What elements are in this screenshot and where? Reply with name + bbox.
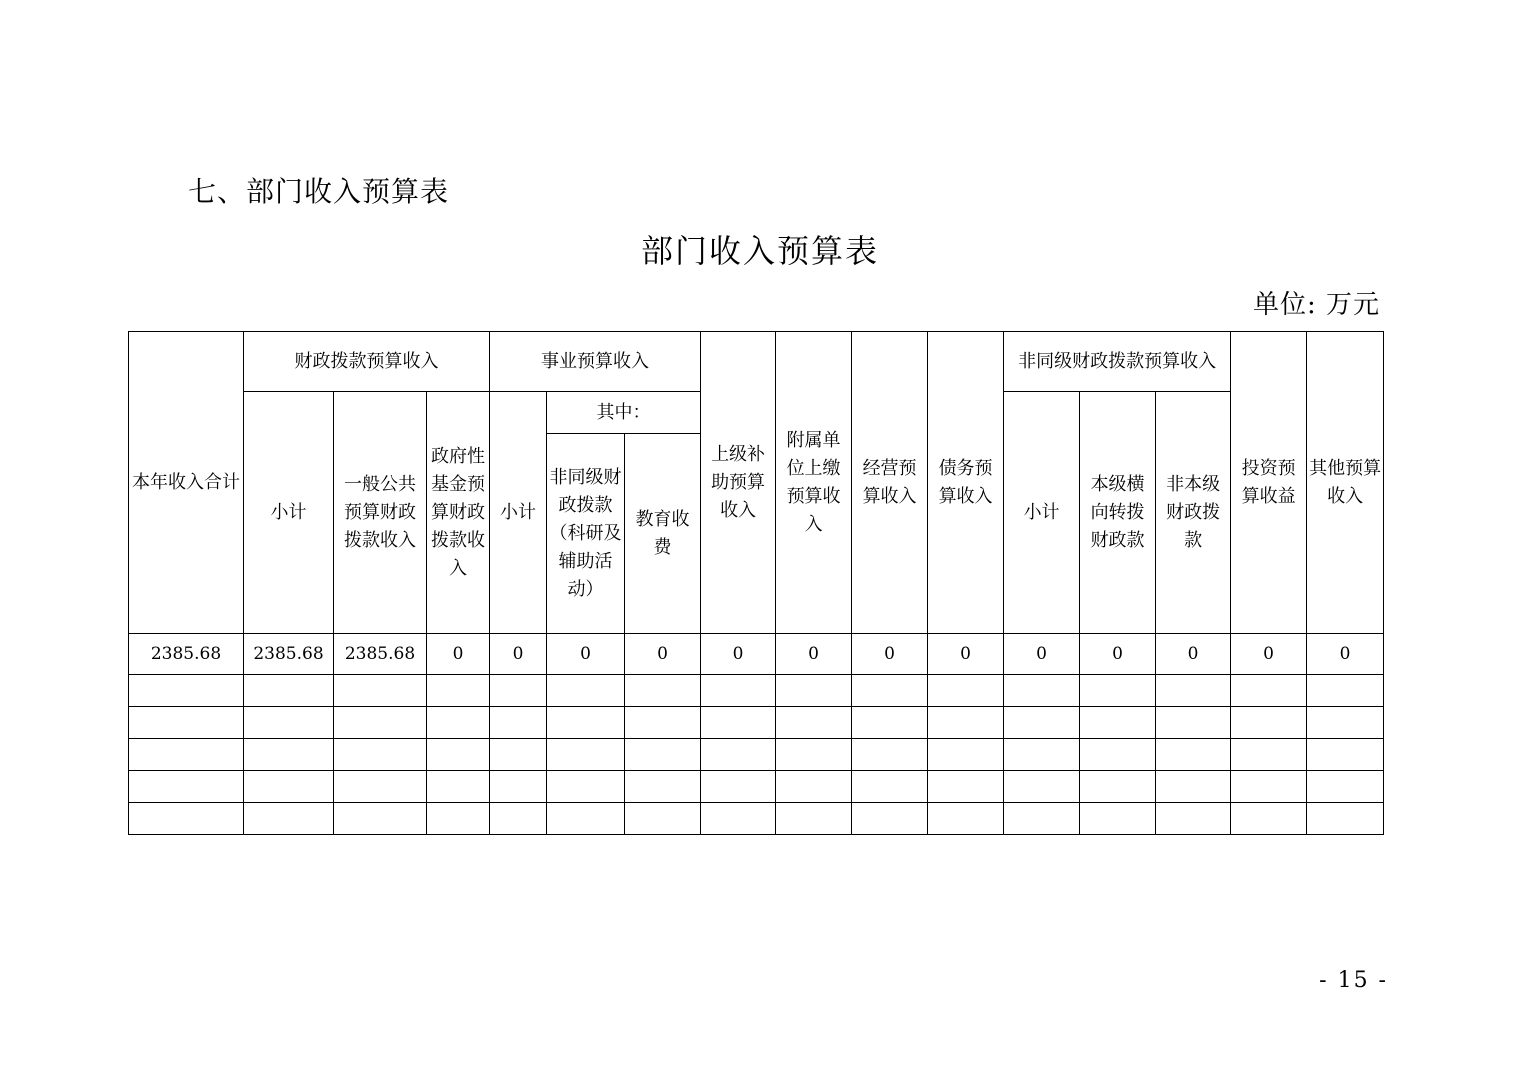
table-cell [928,771,1004,803]
header-nonsame-nonlocal: 非本级财政拨款 [1156,392,1231,634]
table-cell [701,803,776,835]
table-cell [1307,771,1384,803]
header-affiliated-payment: 附属单位上缴预算收入 [776,332,852,634]
table-cell: 0 [1004,634,1080,675]
table-cell [1307,739,1384,771]
table-cell [701,675,776,707]
header-investment: 投资预算收益 [1231,332,1307,634]
table-cell [928,707,1004,739]
table-cell [1231,675,1307,707]
table-cell [701,739,776,771]
table-cell [129,771,244,803]
table-cell [547,707,625,739]
table-cell [490,707,547,739]
table-cell: 2385.68 [244,634,334,675]
page-number: - 15 - [1319,968,1388,993]
table-cell [334,771,427,803]
table-cell [244,739,334,771]
header-total: 本年收入合计 [129,332,244,634]
table-cell [427,707,490,739]
table-cell [625,739,701,771]
table-cell [1004,675,1080,707]
table-row [129,739,1384,771]
table-cell [244,771,334,803]
table-cell: 0 [701,634,776,675]
header-career-group: 事业预算收入 [490,332,701,392]
header-other: 其他预算收入 [1307,332,1384,634]
table-cell [776,675,852,707]
section-title: 七、部门收入预算表 [188,175,450,208]
table-cell [1080,739,1156,771]
header-superior-subsidy: 上级补助预算收入 [701,332,776,634]
table-row [129,675,1384,707]
table-cell [1307,803,1384,835]
table-cell [852,803,928,835]
header-operating: 经营预算收入 [852,332,928,634]
table-cell [852,675,928,707]
header-nonsame-subtotal: 小计 [1004,392,1080,634]
table-cell [427,739,490,771]
table-cell [1004,739,1080,771]
table-row [129,634,1384,675]
table-cell [547,739,625,771]
table-cell [1080,675,1156,707]
header-fiscal-subtotal: 小计 [244,392,334,634]
table-cell [852,771,928,803]
table-cell [928,675,1004,707]
table-cell: 0 [625,634,701,675]
table-cell [490,803,547,835]
table-cell [1004,771,1080,803]
table-cell [490,771,547,803]
table-cell: 0 [852,634,928,675]
table-cell [701,771,776,803]
table-row [129,707,1384,739]
header-nonsame-group: 非同级财政拨款预算收入 [1004,332,1231,392]
table-cell [1231,707,1307,739]
table-cell [776,739,852,771]
table-cell [1080,707,1156,739]
table-cell [334,675,427,707]
table-cell [1307,675,1384,707]
table-cell [1231,771,1307,803]
table-cell [625,771,701,803]
table-cell: 0 [547,634,625,675]
table-cell [625,803,701,835]
table-cell [1080,771,1156,803]
table-cell [427,675,490,707]
table-cell: 0 [1307,634,1384,675]
table-cell [490,739,547,771]
table-cell [776,771,852,803]
table-cell: 0 [1156,634,1231,675]
table-cell [1156,803,1231,835]
table-cell [928,803,1004,835]
table-cell: 2385.68 [129,634,244,675]
table-cell [1004,803,1080,835]
header-career-of-which: 其中： [547,392,701,434]
table-cell [1156,675,1231,707]
table-cell [1307,707,1384,739]
table-cell [547,803,625,835]
table-cell [852,739,928,771]
table-row [129,771,1384,803]
header-career-education-fee: 教育收费 [625,434,701,634]
table-cell [244,675,334,707]
income-budget-table [128,331,1384,835]
table-cell: 0 [1080,634,1156,675]
table-cell [928,739,1004,771]
table-cell [129,803,244,835]
header-nonsame-horizontal: 本级横向转拨财政款 [1080,392,1156,634]
table-cell [129,739,244,771]
table-cell [1080,803,1156,835]
unit-label: 单位: 万元 [1252,290,1380,320]
table-cell [334,707,427,739]
table-cell [334,803,427,835]
table-cell [547,771,625,803]
header-career-subtotal: 小计 [490,392,547,634]
table-cell [776,803,852,835]
header-fiscal-general: 一般公共预算财政拨款收入 [334,392,427,634]
table-cell [129,707,244,739]
table-cell [776,707,852,739]
table-cell [129,675,244,707]
table-cell [427,803,490,835]
header-fiscal-group: 财政拨款预算收入 [244,332,490,392]
table-cell [1156,739,1231,771]
table-cell [1231,803,1307,835]
header-career-nonsame-fiscal: 非同级财政拨款（科研及辅助活动） [547,434,625,634]
table-cell: 0 [427,634,490,675]
table-cell: 0 [928,634,1004,675]
table-cell: 0 [776,634,852,675]
table-cell [427,771,490,803]
table-cell: 0 [1231,634,1307,675]
document-title: 部门收入预算表 [640,232,879,270]
table-cell: 0 [490,634,547,675]
table-cell [1156,707,1231,739]
table-row [129,803,1384,835]
table-cell [244,707,334,739]
table-cell [490,675,547,707]
header-debt: 债务预算收入 [928,332,1004,634]
table-cell [1004,707,1080,739]
table-cell [852,707,928,739]
table-cell [625,675,701,707]
table-cell: 2385.68 [334,634,427,675]
table-cell [625,707,701,739]
table-cell [1156,771,1231,803]
table-cell [244,803,334,835]
table-cell [547,675,625,707]
header-fiscal-gov-fund: 政府性基金预算财政拨款收入 [427,392,490,634]
table-cell [701,707,776,739]
table-cell [334,739,427,771]
table-cell [1231,739,1307,771]
